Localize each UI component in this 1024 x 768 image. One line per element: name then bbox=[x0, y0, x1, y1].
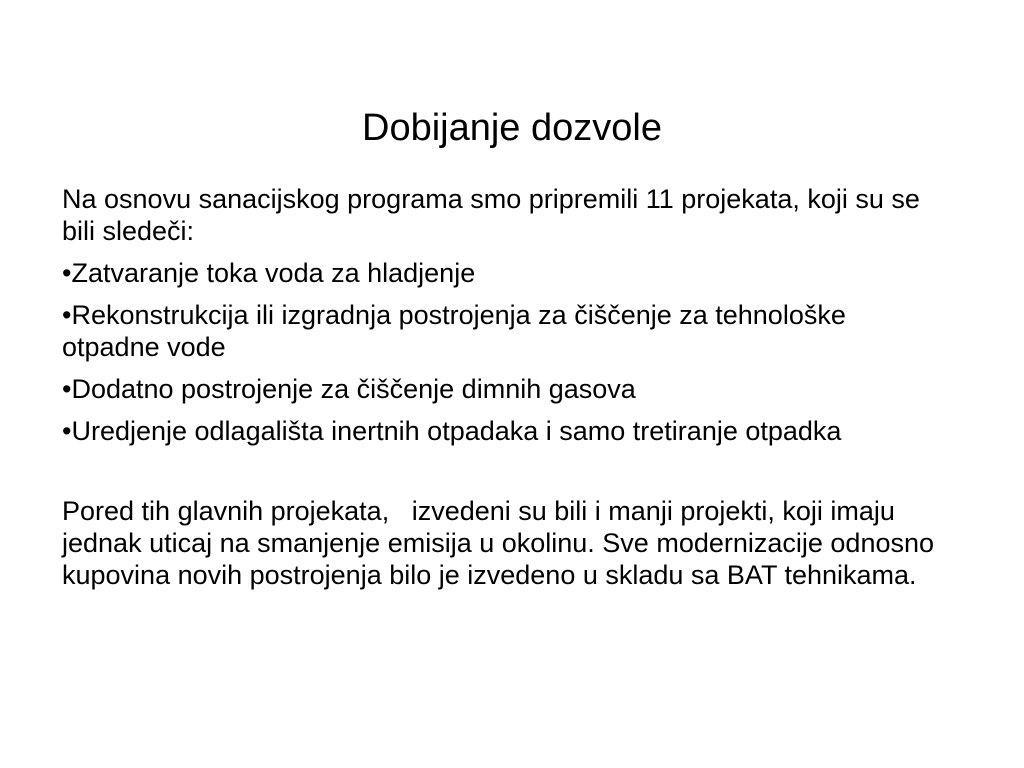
closing-paragraph: Pored tih glavnih projekata, izvedeni su bili i manji projekti, koji imaju jednak uticaj na smanjenje emisija u okolinu. Sve modernizacije odnosno kupovina novih postrojenja bilo je izvedeno u skladu sa BAT tehnikama. bbox=[62, 496, 942, 590]
bullet-item: •Zatvaranje toka voda za hladjenje bbox=[62, 258, 476, 288]
slide-body bbox=[62, 183, 942, 601]
bullet-item: •Rekonstrukcija ili izgradnja postrojenja za čiščenje za tehnološke otpadne vode bbox=[62, 300, 846, 362]
bullet-item: •Dodatno postrojenje za čiščenje dimnih gasova bbox=[62, 374, 636, 404]
intro-paragraph: Na osnovu sanacijskog programa smo pripremili 11 projekata, koji su se bili sledeči: bbox=[62, 184, 920, 246]
bullet-item: •Uredjenje odlagališta inertnih otpadaka i samo tretiranje otpadka bbox=[62, 416, 842, 446]
slide-title: Dobijanje dozvole bbox=[362, 107, 662, 149]
